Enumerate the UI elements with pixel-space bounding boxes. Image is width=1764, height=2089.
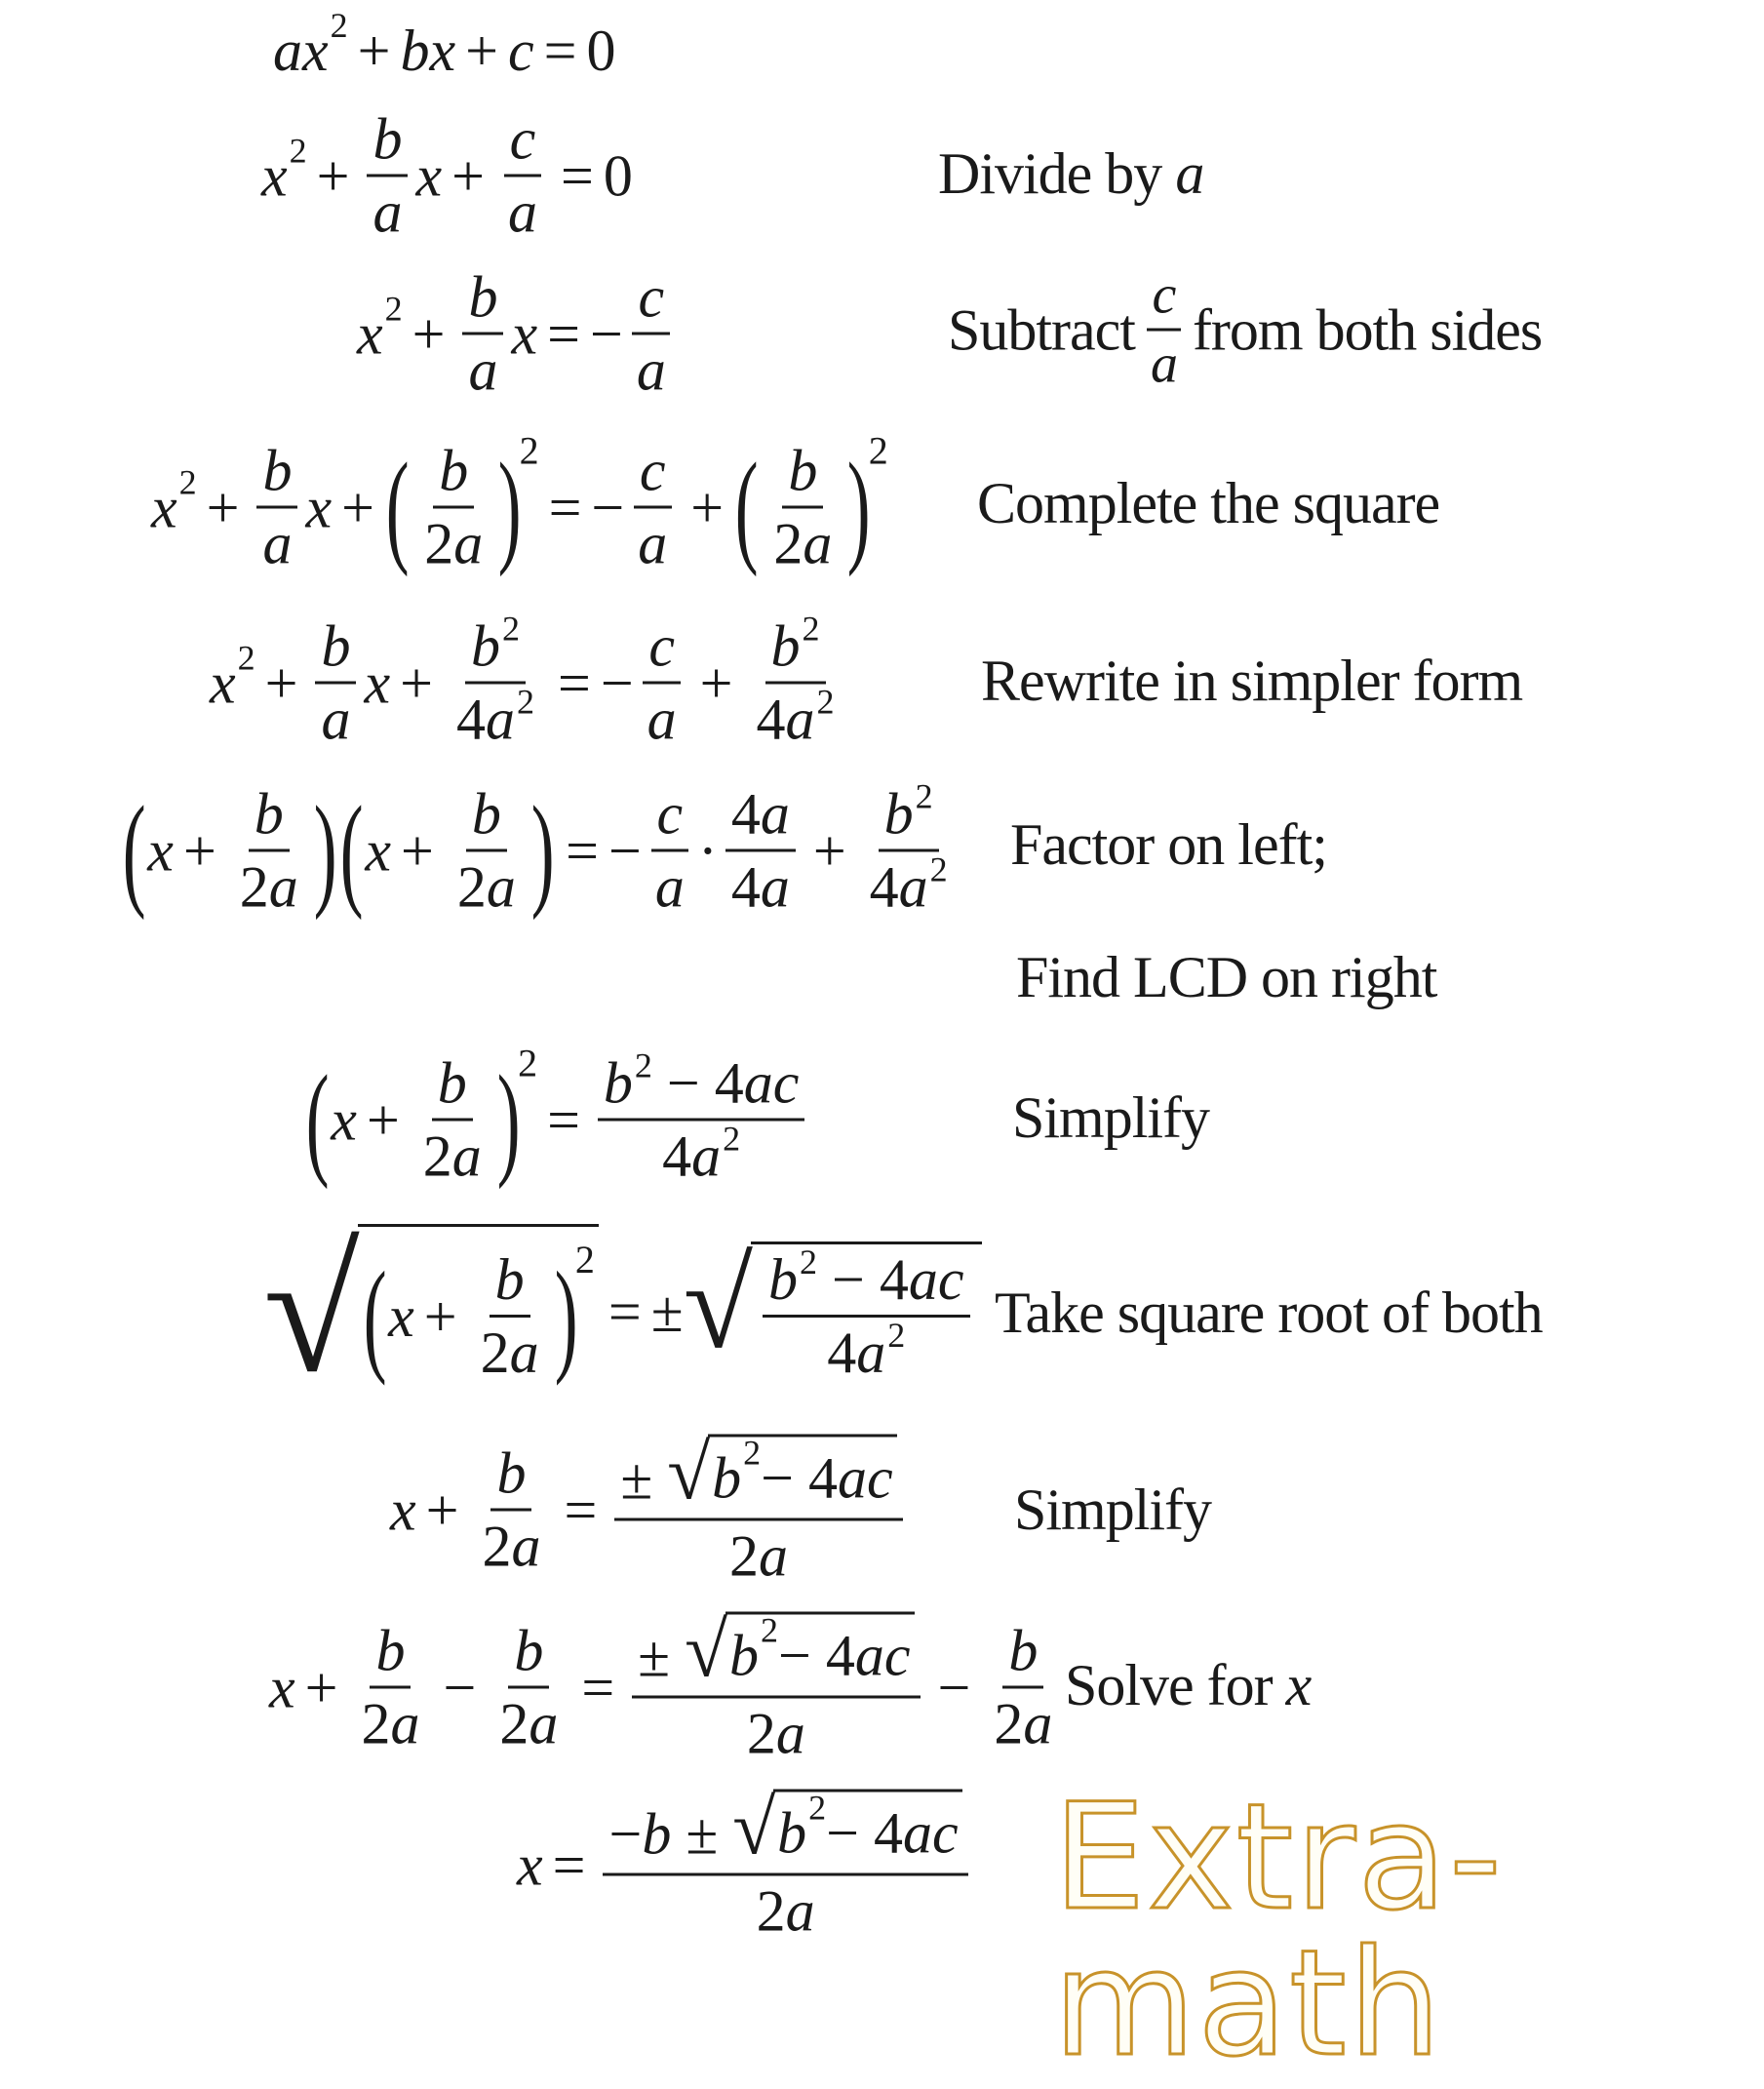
equation-step-4: x 2 + $\frac{b}{a}$ x + ( $\frac{b}{2a}$ ) 2 = − $\frac{c}{a}$ + ( $\frac{b}{2a}$ ) 2 bbox=[151, 428, 888, 577]
equation-step-6: ( x + $\frac{b}{2a}$ ) ( x + $\frac{b}{2a}$ ) = − $\frac{c}{a}$ · $\frac{4a}{4a}$ + $\frac{b^2}{4a^2}$ bbox=[122, 776, 948, 921]
extra-math-logo: Extra-math bbox=[1053, 1773, 1505, 2089]
note-step-9: Simplify bbox=[1014, 1478, 1212, 1542]
equation-step-8: √ ( x + $\frac{b}{2a}$ ) 2 = ± √ $\frac{b^2 - 4ac}{4a^2}$ bbox=[263, 1224, 982, 1399]
equation-step-3: x 2 + $\frac{b}{a}$ x = − $\frac{c}{a}$ bbox=[357, 268, 680, 400]
note-step-8: Take square root of both bbox=[995, 1281, 1543, 1345]
note-step-2: Divide by a bbox=[938, 141, 1204, 206]
note-step-6b: Find LCD on right bbox=[1016, 945, 1437, 1009]
note-step-7: Simplify bbox=[1012, 1085, 1210, 1150]
equation-step-10: x + $\frac{b}{2a}$ − $\frac{b}{2a}$ = ± √ b 2 − 4 ac 2a − $\frac{b}{2a}$ bbox=[269, 1607, 1053, 1766]
note-step-5: Rewrite in simpler form bbox=[981, 649, 1523, 713]
note-step-6: Factor on left; bbox=[1010, 812, 1327, 877]
equation-step-7: ( x + $\frac{b}{2a}$ ) 2 = $\frac{b^2 - 4ac}{4a^2}$ bbox=[304, 1054, 812, 1186]
equation-step-5: x 2 + $\frac{b}{a}$ x + $\frac{b^2}{4a^2}$ = − $\frac{c}{a}$ + $\frac{b^2}{4a^2}$ bbox=[210, 609, 835, 752]
note-step-4: Complete the square bbox=[977, 471, 1440, 535]
equation-step-11: x = −b ± √ b 2 − 4 ac 2a bbox=[517, 1790, 976, 1941]
equation-step-1: a x 2 + b x + c = 0 bbox=[273, 6, 616, 83]
note-step-3: Subtract $\frac{c}{a}$ from both sides bbox=[948, 264, 1543, 395]
equation-step-2: x 2 + $\frac{b}{a}$ x + $\frac{c}{a}$ = 0 bbox=[261, 106, 633, 245]
note-step-10: Solve for x bbox=[1065, 1653, 1312, 1717]
equation-step-9: x + $\frac{b}{2a}$ = ± √ b 2 − 4 ac 2a bbox=[390, 1435, 911, 1586]
